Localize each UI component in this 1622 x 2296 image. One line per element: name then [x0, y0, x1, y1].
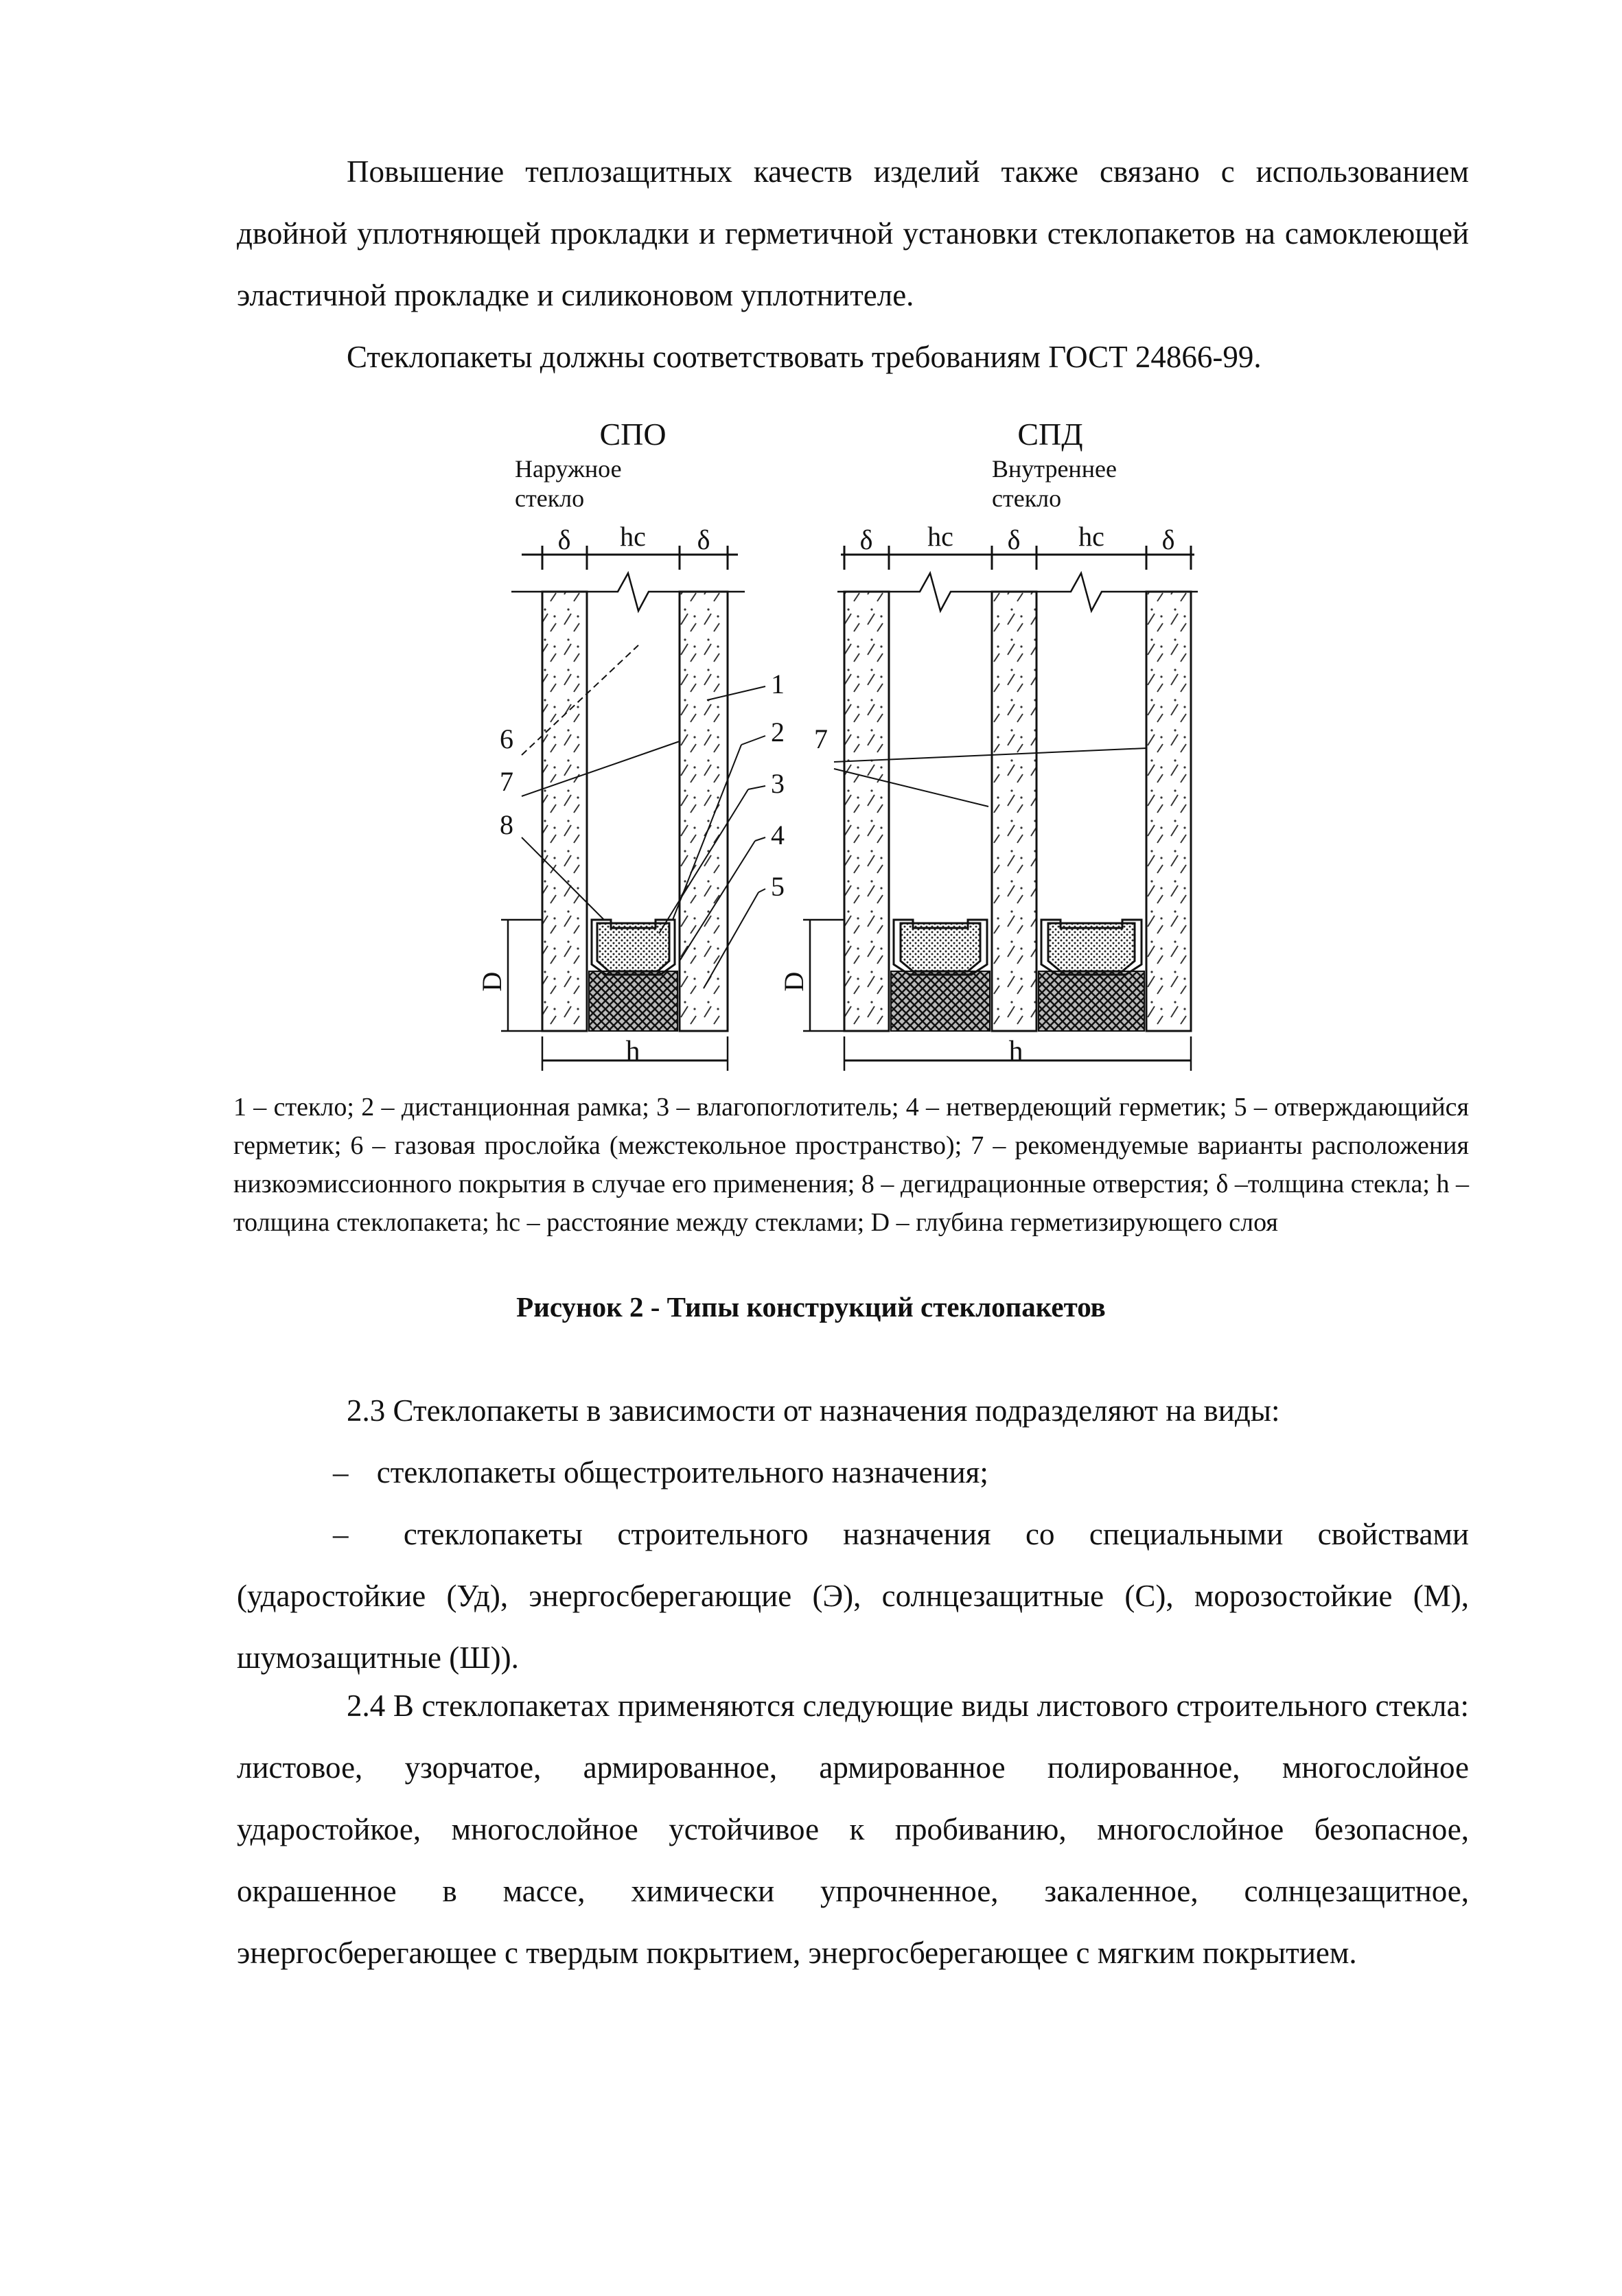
- intro-paragraph-1: Повышение теплозащитных качеств изделий также связано с использованием двойной уплотняющей прокладки и герметичной установки стеклопакетов на самоклеющей эластичной прокладке и силиконовом уплотнителе.: [237, 154, 1469, 312]
- h-label: h: [625, 1036, 640, 1067]
- section-2-3: 2.3 Стеклопакеты в зависимости от назначения подразделяют на виды:: [347, 1393, 1280, 1428]
- callout-5: 5: [771, 871, 785, 902]
- hc-label: hc: [1078, 521, 1104, 552]
- outer-glass-label: Наружное: [515, 455, 622, 483]
- callout-7: 7: [814, 723, 828, 754]
- figure-title: Рисунок 2 - Типы конструкций стеклопакетов: [516, 1291, 1106, 1323]
- delta-label: δ: [697, 524, 710, 555]
- list-dash: –: [333, 1517, 349, 1551]
- callout-6: 6: [500, 723, 513, 754]
- outer-glass-label-2: стекло: [515, 485, 585, 512]
- spd-title: СПД: [1017, 417, 1083, 452]
- delta-label: δ: [1007, 524, 1021, 555]
- spo-title: СПО: [599, 417, 667, 452]
- delta-label: δ: [557, 524, 571, 555]
- h-label: h: [1008, 1036, 1023, 1067]
- list-item: [237, 1503, 1469, 1689]
- section-2-4: 2.4 В стеклопакетах применяются следующие виды листового строительного стекла: листовое, узорчатое, армированное, армированное полированное, многослойное ударостойкое, многослойное устойчивое к пробиванию, многослойное безопасное, окрашенное в массе, химически упрочненное, закаленное, солнцезащитное, энергосберегающее с твердым покрытием, энергосберегающее с мягким покрытием.: [237, 1689, 1469, 1970]
- figure-caption: 1 – стекло; 2 – дистанционная рамка; 3 – влагопоглотитель; 4 – нетвердеющий герметик; 5 – отверждающийся герметик; 6 – газовая прослойка (межстекольное пространство); 7 – рекомендуемые варианты расположения низкоэмиссионного покрытия в случае его применения; 8 – дегидрационные отверстия; δ –толщина стекла; h –толщина стеклопакета; hс – расстояние между стеклами; D – глубина герметизирующего слоя: [233, 1093, 1469, 1237]
- callout-7: 7: [500, 766, 513, 797]
- callout-3: 3: [771, 768, 785, 799]
- callout-8: 8: [500, 809, 513, 840]
- list-dash: –: [333, 1455, 349, 1489]
- inner-glass-label-2: стекло: [992, 485, 1062, 512]
- hc-label: hc: [620, 521, 646, 552]
- list-item-text: стеклопакеты общестроительного назначения;: [376, 1455, 988, 1489]
- inner-glass-label: Внутреннее: [992, 455, 1117, 483]
- list-item: [237, 1441, 1469, 1503]
- depth-label: D: [476, 971, 507, 992]
- depth-label: D: [778, 971, 809, 992]
- delta-label: δ: [859, 524, 873, 555]
- list-item-text: стеклопакеты строительного назначения со специальными свойствами (ударостойкие (Уд), энергосберегающие (Э), солнцезащитные (С), морозостойкие (М), шумозащитные (Ш)).: [237, 1517, 1469, 1675]
- delta-label: δ: [1161, 524, 1175, 555]
- hc-label: hc: [927, 521, 953, 552]
- callout-4: 4: [771, 820, 785, 850]
- callout-2: 2: [771, 717, 785, 747]
- glass-unit-diagram: [0, 405, 1622, 1091]
- intro-paragraph-2: Стеклопакеты должны соответствовать требованиям ГОСТ 24866-99.: [347, 340, 1262, 374]
- callout-1: 1: [771, 669, 785, 699]
